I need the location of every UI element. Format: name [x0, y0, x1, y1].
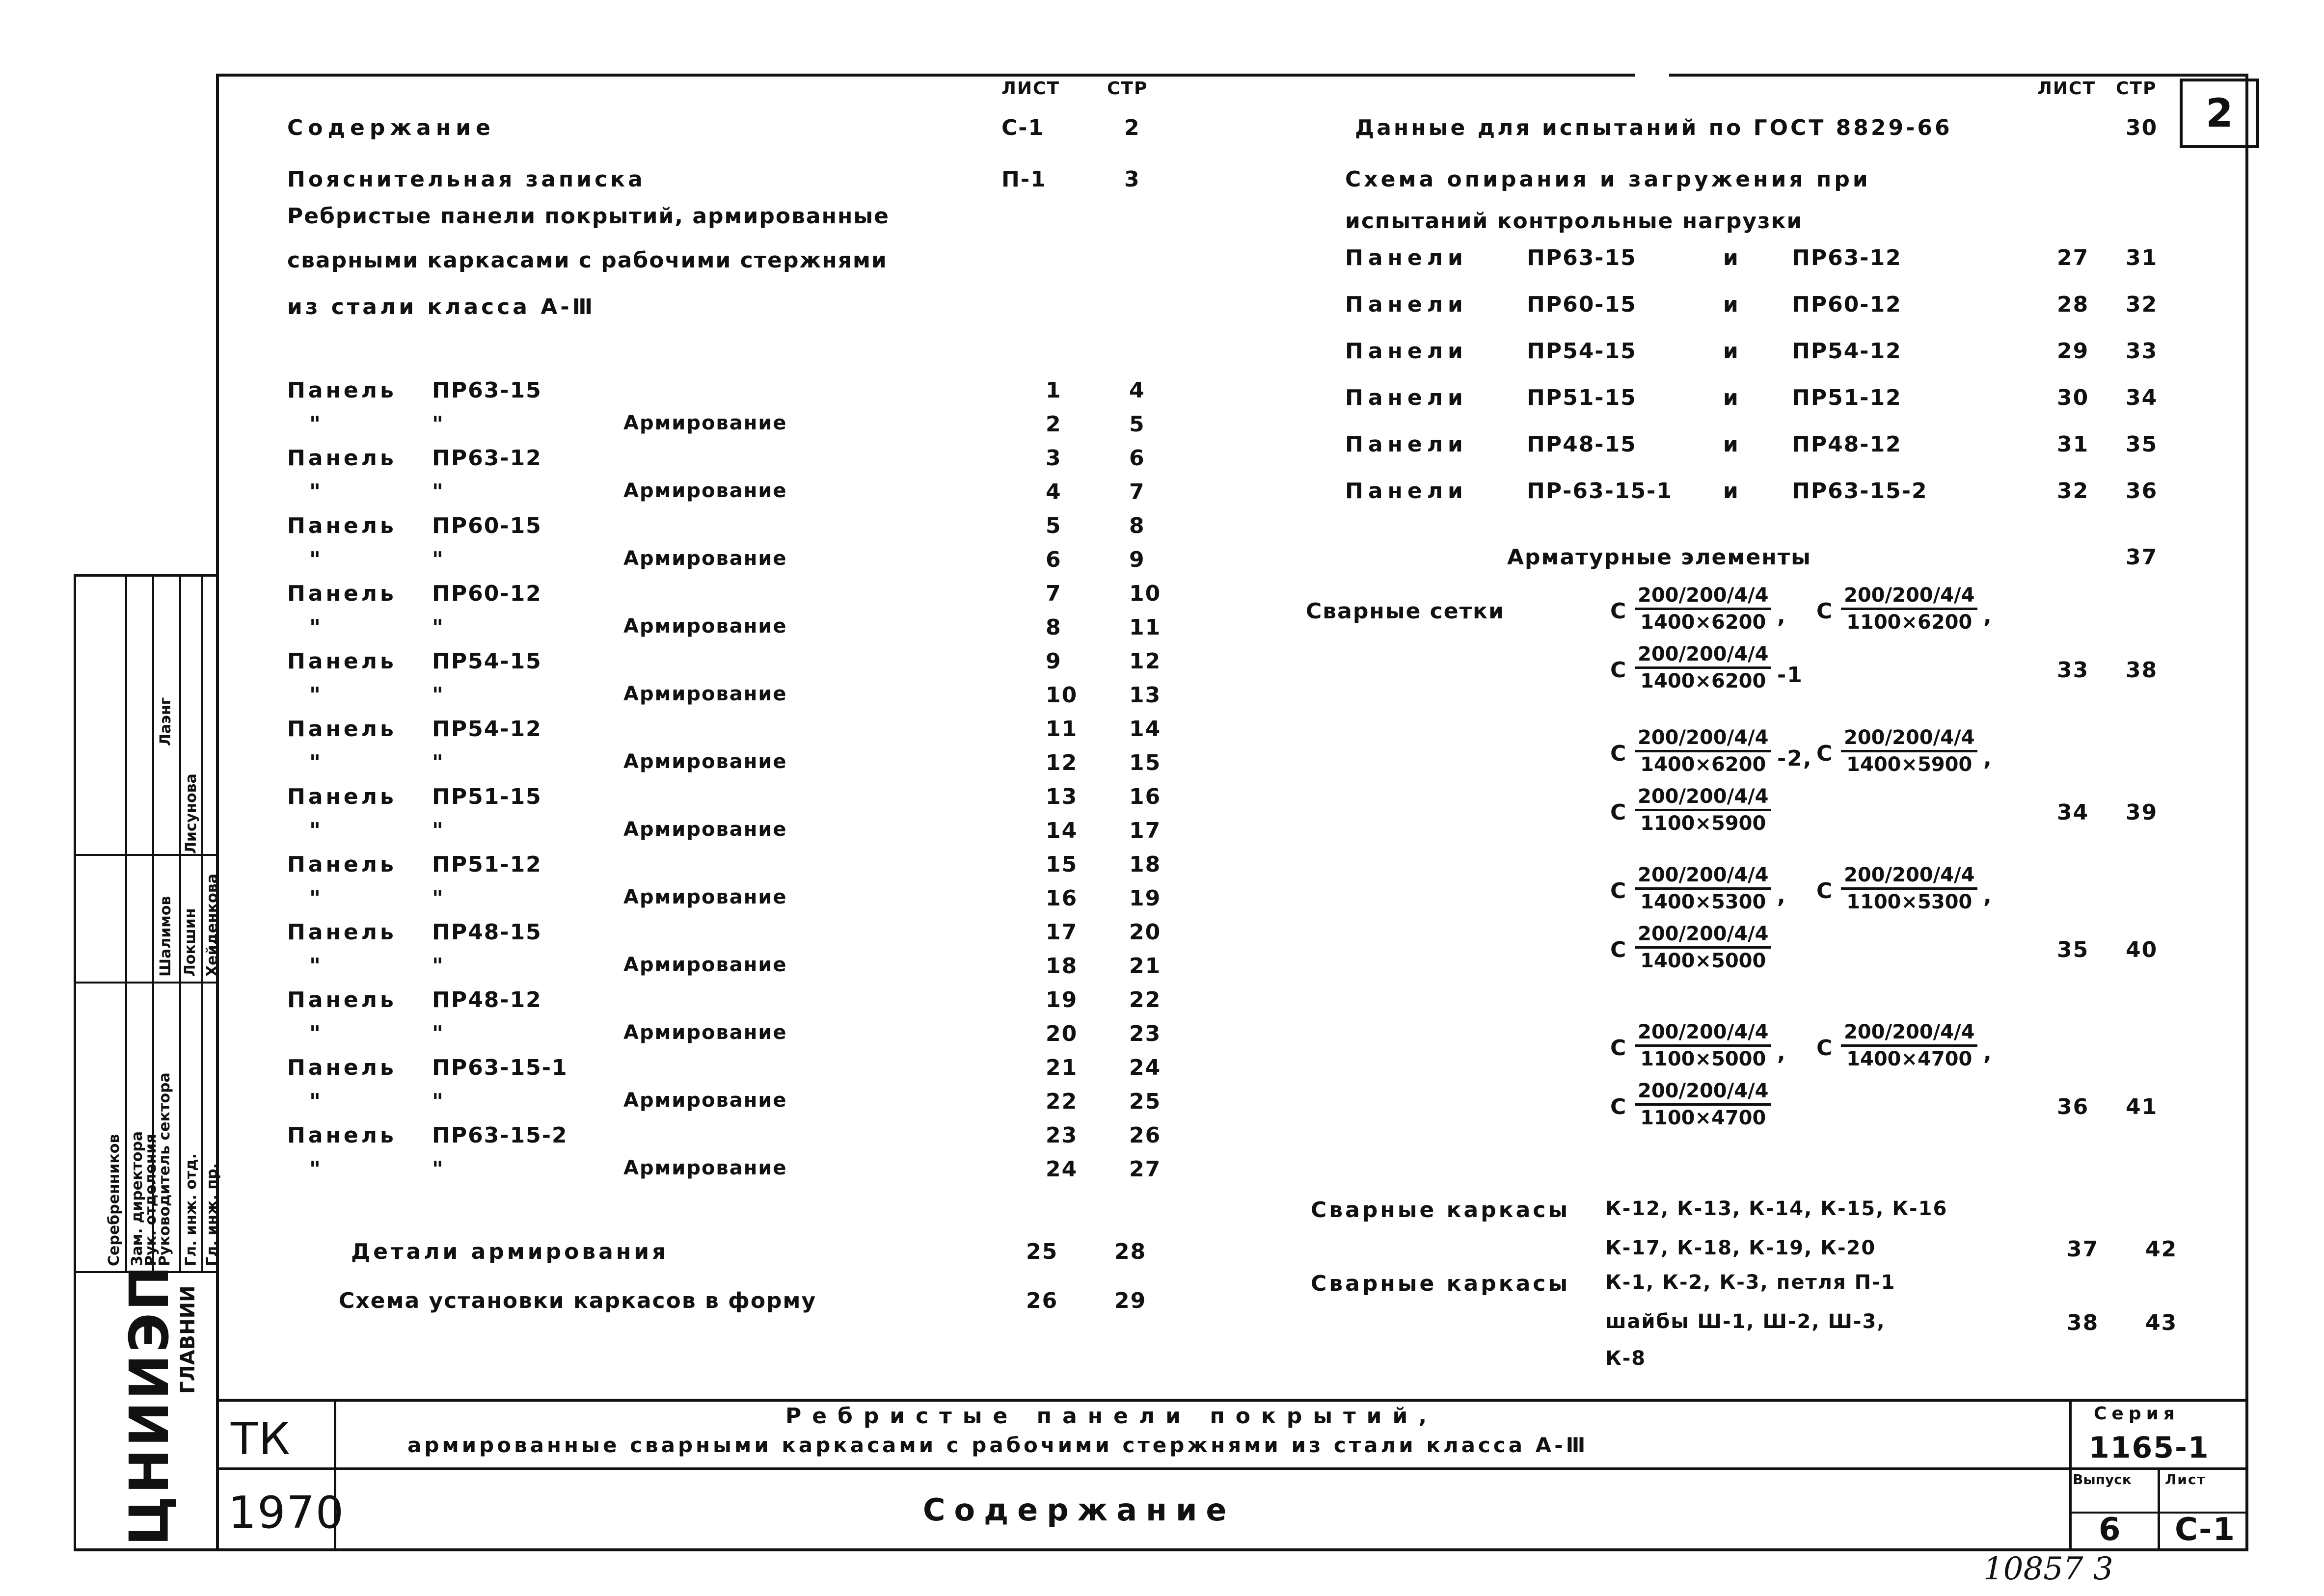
frames2-page: 43 — [2145, 1310, 2178, 1335]
row-item-list: 6 — [1046, 547, 1062, 572]
row-item-list: 5 — [1046, 513, 1062, 538]
panel-and: и — [1723, 479, 1739, 504]
row-item-mark: " — [432, 412, 444, 437]
left-header-page: СТР — [1107, 79, 1148, 99]
row-item-list: 4 — [1046, 479, 1062, 505]
row-item-arm: Армирование — [623, 479, 787, 502]
row-item-page: 10 — [1129, 581, 1162, 606]
row-item-page: 11 — [1129, 615, 1162, 640]
details-page: 28 — [1114, 1239, 1147, 1264]
row-item-page: 26 — [1129, 1123, 1162, 1148]
mesh-suffix: , — [1983, 746, 1993, 771]
mesh-prefix: С — [1610, 599, 1627, 624]
mesh-group-list: 34 — [2057, 800, 2089, 825]
row-item-mark: ПР54-12 — [432, 717, 542, 742]
row-item-type: " — [309, 1021, 321, 1046]
row-item-list: 22 — [1046, 1089, 1078, 1114]
row-item-list: 3 — [1046, 446, 1062, 471]
row-item-page: 24 — [1129, 1055, 1162, 1080]
panel-page: 31 — [2126, 245, 2158, 270]
mesh-fraction — [1841, 584, 1977, 634]
row-item-page: 12 — [1129, 649, 1162, 674]
panel-mark-1: ПР-63-15-1 — [1527, 479, 1673, 504]
row-item-list: 17 — [1046, 920, 1078, 945]
panel-page: 34 — [2126, 385, 2158, 410]
stamp-role-2: Рук. отделения — [142, 1134, 160, 1266]
frames1-page: 42 — [2145, 1237, 2178, 1262]
scheme-line-2: испытаний контрольные нагрузки — [1345, 209, 1803, 234]
row-item-arm: Армирование — [623, 818, 787, 841]
row-item-type: " — [309, 886, 321, 911]
mesh-fraction — [1635, 584, 1771, 634]
stamp-role-5: Гл. инж. пр. — [204, 1163, 221, 1266]
row-item-list: 2 — [1046, 412, 1062, 437]
row-item-page: 22 — [1129, 987, 1162, 1012]
row-item-mark: ПР63-15-2 — [432, 1123, 568, 1148]
row-item-mark: ПР60-12 — [432, 581, 542, 606]
mesh-numerator: 200/200/4/4 — [1841, 864, 1977, 890]
panel-page: 33 — [2126, 339, 2158, 364]
row-item-mark: " — [432, 1157, 444, 1182]
mesh-fraction — [1635, 1080, 1771, 1129]
panel-list: 28 — [2057, 292, 2089, 317]
mesh-suffix: , — [1777, 1040, 1786, 1065]
top-border — [216, 74, 1635, 77]
row-item-type: " — [309, 683, 321, 708]
row-item-list: 13 — [1046, 784, 1078, 809]
contents-list: С-1 — [1001, 115, 1045, 140]
mesh-numerator: 200/200/4/4 — [1841, 584, 1977, 610]
panel-mark-2: ПР63-15-2 — [1792, 479, 1928, 504]
row-item-type: Панель — [287, 852, 397, 877]
row-item-list: 18 — [1046, 954, 1078, 979]
rebar-title-page: 37 — [2126, 545, 2158, 570]
row-item-list: 24 — [1046, 1157, 1078, 1182]
panel-mark-1: ПР60-15 — [1527, 292, 1637, 317]
mesh-group-page: 39 — [2126, 800, 2158, 825]
row-item-list: 21 — [1046, 1055, 1078, 1080]
row-item-type: " — [309, 479, 321, 505]
mesh-suffix: , — [1777, 604, 1786, 629]
row-item-mark: " — [432, 683, 444, 708]
stamp-col-4 — [201, 574, 203, 1271]
row-item-page: 5 — [1129, 412, 1145, 437]
tb-issue: 6 — [2099, 1512, 2122, 1548]
scheme-list: 26 — [1026, 1288, 1058, 1313]
row-item-list: 9 — [1046, 649, 1062, 674]
tb-tk: ТК — [231, 1413, 291, 1465]
mesh-prefix: С — [1816, 741, 1834, 766]
top-border-right — [1669, 74, 2248, 77]
tb-title-line2: армированные сварными каркасами с рабочими стержнями из стали класса А-Ⅲ — [407, 1433, 1589, 1457]
stamp-name-6: Серебренников — [106, 1134, 123, 1266]
row-item-type: Панель — [287, 920, 397, 945]
panel-mark-2: ПР54-12 — [1792, 339, 1902, 364]
mesh-suffix: , — [1983, 604, 1993, 629]
right-header-list: ЛИСТ — [2037, 79, 2096, 99]
row-item-mark: ПР63-15-1 — [432, 1055, 568, 1080]
panel-and: и — [1723, 245, 1739, 270]
panel-list: 30 — [2057, 385, 2089, 410]
stamp-role-4: Гл. инж. отд. — [183, 1153, 200, 1266]
title-block-v2 — [2069, 1399, 2072, 1551]
desc-line-2: сварными каркасами с рабочими стержнями — [287, 248, 888, 273]
row-item-page: 19 — [1129, 886, 1162, 911]
mesh-numerator: 200/200/4/4 — [1635, 584, 1771, 610]
details-list: 25 — [1026, 1239, 1058, 1264]
row-item-mark: ПР63-15 — [432, 378, 542, 403]
mesh-prefix: С — [1816, 878, 1834, 904]
stamp-row-1 — [74, 854, 218, 856]
mesh-denominator: 1400×5900 — [1846, 753, 1973, 776]
mesh-prefix: С — [1610, 1036, 1627, 1061]
row-item-page: 27 — [1129, 1157, 1162, 1182]
mesh-fraction — [1635, 923, 1771, 972]
panel-mark-1: ПР51-15 — [1527, 385, 1637, 410]
stamp-col-3 — [179, 574, 181, 1271]
note-list: П-1 — [1001, 167, 1047, 192]
row-item-type: " — [309, 954, 321, 979]
panel-mark-1: ПР54-15 — [1527, 339, 1637, 364]
row-item-arm: Армирование — [623, 750, 787, 773]
rebar-title: Арматурные элементы — [1507, 545, 1811, 570]
tb-sheet-label: Лист — [2165, 1471, 2206, 1488]
mesh-group-list: 33 — [2057, 658, 2089, 683]
title-block-mid — [216, 1467, 2248, 1470]
mesh-denominator: 1100×5900 — [1640, 812, 1766, 835]
stamp-name-4: Локшин — [182, 908, 199, 977]
note-label: Пояснительная записка — [287, 167, 646, 192]
row-item-page: 14 — [1129, 717, 1162, 742]
panel-mark-1: ПР48-15 — [1527, 432, 1637, 457]
mesh-fraction — [1841, 726, 1977, 776]
row-item-list: 11 — [1046, 717, 1078, 742]
row-item-mark: ПР51-12 — [432, 852, 542, 877]
row-item-list: 10 — [1046, 683, 1078, 708]
tb-series-label: Серия — [2094, 1404, 2180, 1424]
desc-line-3: из стали класса А-Ⅲ — [287, 294, 596, 319]
panel-list: 27 — [2057, 245, 2089, 270]
mesh-numerator: 200/200/4/4 — [1635, 1021, 1771, 1047]
row-item-type: Панель — [287, 378, 397, 403]
details-label: Детали армирования — [351, 1239, 669, 1264]
row-item-arm: Армирование — [623, 1089, 787, 1112]
stamp-name-1: Шалимов — [157, 896, 174, 977]
row-item-mark: ПР51-15 — [432, 784, 542, 809]
row-item-page: 17 — [1129, 818, 1162, 843]
mesh-denominator: 1400×6200 — [1640, 611, 1766, 634]
panel-page: 36 — [2126, 479, 2158, 504]
tb-doc-title: Содержание — [923, 1492, 1236, 1528]
row-item-type: Панель — [287, 717, 397, 742]
panel-list: 29 — [2057, 339, 2089, 364]
mesh-fraction — [1635, 726, 1771, 776]
row-item-type: Панель — [287, 513, 397, 538]
row-item-list: 15 — [1046, 852, 1078, 877]
row-item-page: 20 — [1129, 920, 1162, 945]
panel-and: и — [1723, 339, 1739, 364]
panel-page: 32 — [2126, 292, 2158, 317]
frames1-line1: К-12, К-13, К-14, К-15, К-16 — [1605, 1197, 1948, 1220]
bottom-border — [74, 1548, 2248, 1551]
frames1-list: 37 — [2067, 1237, 2099, 1262]
mesh-prefix: С — [1610, 658, 1627, 683]
row-item-type: " — [309, 615, 321, 640]
frames1-label: Сварные каркасы — [1311, 1197, 1570, 1223]
frames1-line2: К-17, К-18, К-19, К-20 — [1605, 1237, 1876, 1259]
panel-and: и — [1723, 385, 1739, 410]
mesh-numerator: 200/200/4/4 — [1841, 1021, 1977, 1047]
tb-issue-label: Выпуск — [2073, 1471, 2132, 1488]
scheme-line-1: Схема опирания и загружения при — [1345, 167, 1871, 192]
mesh-group-page: 41 — [2126, 1094, 2158, 1119]
stamp-name-5: Хейденкова — [204, 874, 221, 977]
mesh-suffix: , — [1777, 883, 1786, 908]
row-item-page: 7 — [1129, 479, 1145, 505]
tb-year: 1970 — [228, 1487, 345, 1539]
row-item-type: " — [309, 412, 321, 437]
row-item-arm: Армирование — [623, 615, 787, 638]
row-item-mark: " — [432, 547, 444, 572]
mesh-denominator: 1100×6200 — [1846, 611, 1973, 634]
row-item-page: 16 — [1129, 784, 1162, 809]
mesh-prefix: С — [1610, 1094, 1627, 1119]
panel-type: Панели — [1345, 385, 1468, 410]
panel-mark-2: ПР48-12 — [1792, 432, 1902, 457]
scheme-page: 29 — [1114, 1288, 1147, 1313]
mesh-numerator: 200/200/4/4 — [1635, 923, 1771, 949]
frames2-line2: шайбы Ш-1, Ш-2, Ш-3, — [1605, 1310, 1886, 1333]
stamp-role-3: Руководитель сектора — [156, 1072, 173, 1266]
panel-page: 35 — [2126, 432, 2158, 457]
row-item-mark: " — [432, 615, 444, 640]
mesh-group-list: 35 — [2057, 937, 2089, 962]
row-item-page: 8 — [1129, 513, 1145, 538]
frames2-line1: К-1, К-2, К-3, петля П-1 — [1605, 1271, 1896, 1294]
right-header-page: СТР — [2116, 79, 2157, 99]
mesh-denominator: 1400×6200 — [1640, 670, 1766, 692]
panel-and: и — [1723, 292, 1739, 317]
row-item-page: 15 — [1129, 750, 1162, 775]
mesh-fraction — [1841, 864, 1977, 913]
row-item-page: 25 — [1129, 1089, 1162, 1114]
mesh-prefix: С — [1610, 937, 1627, 962]
tb-series: 1165-1 — [2089, 1431, 2210, 1465]
mesh-group-list: 36 — [2057, 1094, 2089, 1119]
row-item-arm: Армирование — [623, 683, 787, 705]
mesh-suffix: , — [1983, 1040, 1993, 1065]
panel-type: Панели — [1345, 292, 1468, 317]
panel-list: 31 — [2057, 432, 2089, 457]
row-item-mark: " — [432, 1021, 444, 1046]
frames2-list: 38 — [2067, 1310, 2099, 1335]
stamp-col-1 — [125, 574, 127, 1271]
mesh-suffix: -2, — [1777, 746, 1812, 771]
row-item-mark: " — [432, 818, 444, 843]
mesh-numerator: 200/200/4/4 — [1635, 1080, 1771, 1106]
row-item-arm: Армирование — [623, 1021, 787, 1044]
mesh-prefix: С — [1610, 878, 1627, 904]
row-item-type: Панель — [287, 649, 397, 674]
mesh-numerator: 200/200/4/4 — [1841, 726, 1977, 752]
stamp-org2: ГЛАВНИИ — [177, 1285, 199, 1394]
row-item-type: " — [309, 1089, 321, 1114]
row-item-mark: " — [432, 750, 444, 775]
row-item-list: 8 — [1046, 615, 1062, 640]
stamp-role-1: Зам. директора — [129, 1131, 146, 1266]
row-item-type: " — [309, 818, 321, 843]
sheet-number-box: 2 — [2180, 79, 2259, 148]
row-item-mark: ПР48-12 — [432, 987, 542, 1012]
row-item-type: " — [309, 547, 321, 572]
mesh-denominator: 1400×6200 — [1640, 753, 1766, 776]
panel-type: Панели — [1345, 339, 1468, 364]
mesh-prefix: С — [1610, 800, 1627, 825]
mesh-fraction — [1635, 785, 1771, 835]
frames2-line3: К-8 — [1605, 1347, 1647, 1370]
left-header-list: ЛИСТ — [1001, 79, 1060, 99]
row-item-type: Панель — [287, 1123, 397, 1148]
row-item-page: 6 — [1129, 446, 1145, 471]
panel-list: 32 — [2057, 479, 2089, 504]
stamp-name-2: Лаэнг — [157, 697, 174, 746]
mesh-denominator: 1400×4700 — [1846, 1048, 1973, 1070]
row-item-list: 20 — [1046, 1021, 1078, 1046]
row-item-list: 19 — [1046, 987, 1078, 1012]
row-item-mark: ПР54-15 — [432, 649, 542, 674]
mesh-denominator: 1100×5300 — [1846, 891, 1973, 913]
panel-mark-2: ПР60-12 — [1792, 292, 1902, 317]
row-item-type: Панель — [287, 784, 397, 809]
row-item-mark: " — [432, 886, 444, 911]
row-item-list: 23 — [1046, 1123, 1078, 1148]
contents-label: Содержание — [287, 115, 495, 140]
right-border — [2245, 74, 2248, 1551]
mesh-denominator: 1400×5000 — [1640, 950, 1766, 972]
mesh-group-page: 38 — [2126, 658, 2158, 683]
row-item-type: Панель — [287, 987, 397, 1012]
row-item-page: 18 — [1129, 852, 1162, 877]
panel-mark-2: ПР51-12 — [1792, 385, 1902, 410]
panel-type: Панели — [1345, 432, 1468, 457]
row-item-page: 9 — [1129, 547, 1145, 572]
panel-and: и — [1723, 432, 1739, 457]
panel-type: Панели — [1345, 245, 1468, 270]
mesh-prefix: С — [1610, 741, 1627, 766]
panel-type: Панели — [1345, 479, 1468, 504]
row-item-arm: Армирование — [623, 954, 787, 976]
mesh-prefix: С — [1816, 1036, 1834, 1061]
row-item-mark: " — [432, 1089, 444, 1114]
mesh-fraction — [1635, 1021, 1771, 1070]
panel-mark-1: ПР63-15 — [1527, 245, 1637, 270]
contents-page: 2 — [1124, 115, 1140, 140]
row-item-type: " — [309, 750, 321, 775]
mesh-numerator: 200/200/4/4 — [1635, 643, 1771, 669]
row-item-type: " — [309, 1157, 321, 1182]
stamp-frame-top — [74, 574, 218, 577]
row-item-page: 4 — [1129, 378, 1145, 403]
row-item-list: 1 — [1046, 378, 1062, 403]
row-item-type: Панель — [287, 1055, 397, 1080]
note-page: 3 — [1124, 167, 1140, 192]
row-item-mark: ПР60-15 — [432, 513, 542, 538]
row-item-page: 13 — [1129, 683, 1162, 708]
row-item-arm: Армирование — [623, 1157, 787, 1179]
stamp-org: ЦНИИЭП — [118, 1263, 181, 1546]
tb-title-line1: Ребристые панели покрытий, — [785, 1404, 1438, 1429]
mesh-suffix: , — [1983, 883, 1993, 908]
mesh-denominator: 1400×5300 — [1640, 891, 1766, 913]
stamp-frame-left — [74, 574, 76, 1551]
row-item-type: Панель — [287, 581, 397, 606]
row-item-list: 7 — [1046, 581, 1062, 606]
mesh-group-page: 40 — [2126, 937, 2158, 962]
desc-line-1: Ребристые панели покрытий, армированные — [287, 204, 890, 229]
row-item-mark: ПР63-12 — [432, 446, 542, 471]
mesh-numerator: 200/200/4/4 — [1635, 864, 1771, 890]
row-item-arm: Армирование — [623, 547, 787, 570]
row-item-list: 14 — [1046, 818, 1078, 843]
stamp-row-2 — [74, 982, 218, 984]
row-item-list: 12 — [1046, 750, 1078, 775]
frames2-label: Сварные каркасы — [1311, 1271, 1570, 1296]
title-block-top — [216, 1399, 2248, 1402]
mesh-suffix: -1 — [1777, 663, 1803, 688]
mesh-denominator: 1100×5000 — [1640, 1048, 1766, 1070]
row-item-page: 21 — [1129, 954, 1162, 979]
stamp-name-3: Лисунова — [183, 773, 200, 854]
test-data-page: 30 — [2126, 115, 2158, 140]
test-data-label: Данные для испытаний по ГОСТ 8829-66 — [1355, 115, 1952, 140]
mesh-fraction — [1841, 1021, 1977, 1070]
mesh-prefix: С — [1816, 599, 1834, 624]
panel-mark-2: ПР63-12 — [1792, 245, 1902, 270]
mesh-label: Сварные сетки — [1306, 599, 1505, 624]
mesh-numerator: 200/200/4/4 — [1635, 726, 1771, 752]
mesh-fraction — [1635, 864, 1771, 913]
footer-handwritten: 10857 3 — [1983, 1551, 2113, 1587]
row-item-mark: ПР48-15 — [432, 920, 542, 945]
row-item-type: Панель — [287, 446, 397, 471]
scheme-label: Схема установки каркасов в форму — [339, 1288, 817, 1313]
row-item-list: 16 — [1046, 886, 1078, 911]
row-item-mark: " — [432, 479, 444, 505]
mesh-numerator: 200/200/4/4 — [1635, 785, 1771, 811]
row-item-page: 23 — [1129, 1021, 1162, 1046]
row-item-arm: Армирование — [623, 412, 787, 434]
mesh-fraction — [1635, 643, 1771, 692]
row-item-arm: Армирование — [623, 886, 787, 908]
mesh-denominator: 1100×4700 — [1640, 1107, 1766, 1129]
tb-sheet: С-1 — [2175, 1512, 2236, 1548]
row-item-mark: " — [432, 954, 444, 979]
left-border — [216, 74, 219, 1551]
title-block-v3 — [2158, 1467, 2160, 1551]
